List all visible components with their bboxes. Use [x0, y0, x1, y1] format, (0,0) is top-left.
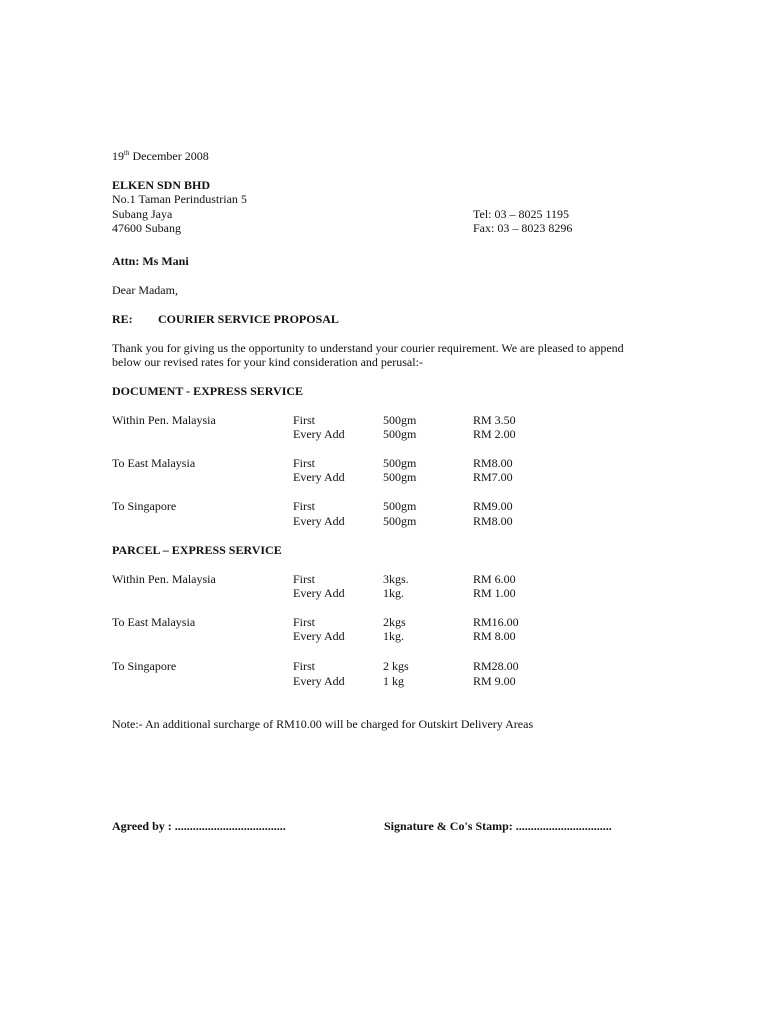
weight-cell: 500gm	[383, 514, 417, 528]
rate-cell: RM16.00	[473, 615, 519, 629]
destination-cell: Within Pen. Malaysia	[112, 413, 216, 427]
rate-cell: RM8.00	[473, 456, 513, 470]
table-row	[112, 456, 712, 470]
type-cell: First	[293, 659, 316, 673]
rate-cell: RM28.00	[473, 659, 519, 673]
weight-cell: 2 kgs	[383, 659, 409, 673]
rate-cell: RM 8.00	[473, 629, 516, 643]
address-line-3: 47600 Subang	[112, 221, 181, 235]
agreed-by-line: Agreed by : .....................................	[112, 819, 286, 833]
weight-cell: 1kg.	[383, 586, 404, 600]
type-cell: First	[293, 499, 316, 513]
weight-cell: 500gm	[383, 427, 417, 441]
date-suffix: th	[124, 149, 130, 157]
table-row	[112, 629, 712, 643]
address-line-1: No.1 Taman Perindustrian 5	[112, 192, 247, 206]
weight-cell: 500gm	[383, 499, 417, 513]
salutation: Dear Madam,	[112, 283, 178, 297]
re-label: RE:	[112, 312, 133, 326]
rate-cell: RM8.00	[473, 514, 513, 528]
type-cell: First	[293, 456, 316, 470]
rate-cell: RM 9.00	[473, 674, 516, 688]
weight-cell: 3kgs.	[383, 572, 409, 586]
intro-line-2: below our revised rates for your kind consideration and perusal:-	[112, 355, 423, 369]
tel-number: Tel: 03 – 8025 1195	[473, 207, 570, 221]
type-cell: First	[293, 413, 316, 427]
address-line-2: Subang Jaya	[112, 207, 173, 221]
date-rest: December 2008	[129, 149, 209, 163]
destination-cell: Within Pen. Malaysia	[112, 572, 216, 586]
table-row	[112, 514, 712, 528]
table-row	[112, 586, 712, 600]
weight-cell: 2kgs	[383, 615, 406, 629]
rate-cell: RM 1.00	[473, 586, 516, 600]
rate-cell: RM 3.50	[473, 413, 516, 427]
rate-cell: RM7.00	[473, 470, 513, 484]
weight-cell: 1kg.	[383, 629, 404, 643]
surcharge-note: Note:- An additional surcharge of RM10.00 will be charged for Outskirt Delivery Areas	[112, 717, 534, 731]
type-cell: First	[293, 572, 316, 586]
type-cell: First	[293, 615, 316, 629]
weight-cell: 500gm	[383, 470, 417, 484]
table-row	[112, 615, 712, 629]
weight-cell: 1 kg	[383, 674, 404, 688]
re-line	[112, 312, 351, 326]
table-row	[112, 470, 712, 484]
table-row	[112, 572, 712, 586]
type-cell: Every Add	[293, 470, 345, 484]
re-subject: COURIER SERVICE PROPOSAL	[158, 312, 339, 326]
table-row	[112, 499, 712, 513]
type-cell: Every Add	[293, 586, 345, 600]
document-service-heading: DOCUMENT - EXPRESS SERVICE	[112, 384, 304, 398]
destination-cell: To Singapore	[112, 499, 177, 513]
rate-cell: RM 2.00	[473, 427, 516, 441]
type-cell: Every Add	[293, 674, 345, 688]
type-cell: Every Add	[293, 514, 345, 528]
destination-cell: To East Malaysia	[112, 456, 196, 470]
intro-line-1: Thank you for giving us the opportunity to understand your courier requirement. We are pleased to append	[112, 341, 624, 355]
type-cell: Every Add	[293, 629, 345, 643]
table-row	[112, 427, 712, 441]
company-name: ELKEN SDN BHD	[112, 178, 211, 192]
weight-cell: 500gm	[383, 413, 417, 427]
date-day: 19	[112, 149, 124, 163]
weight-cell: 500gm	[383, 456, 417, 470]
destination-cell: To East Malaysia	[112, 615, 196, 629]
rate-cell: RM 6.00	[473, 572, 516, 586]
rate-cell: RM9.00	[473, 499, 513, 513]
letter-date	[112, 149, 209, 163]
attention-line: Attn: Ms Mani	[112, 254, 189, 268]
signature-stamp-line: Signature & Co's Stamp: ................................	[384, 819, 612, 833]
type-cell: Every Add	[293, 427, 345, 441]
parcel-service-heading: PARCEL – EXPRESS SERVICE	[112, 543, 282, 557]
table-row	[112, 413, 712, 427]
table-row	[112, 659, 712, 673]
fax-number: Fax: 03 – 8023 8296	[473, 221, 573, 235]
destination-cell: To Singapore	[112, 659, 177, 673]
table-row	[112, 674, 712, 688]
